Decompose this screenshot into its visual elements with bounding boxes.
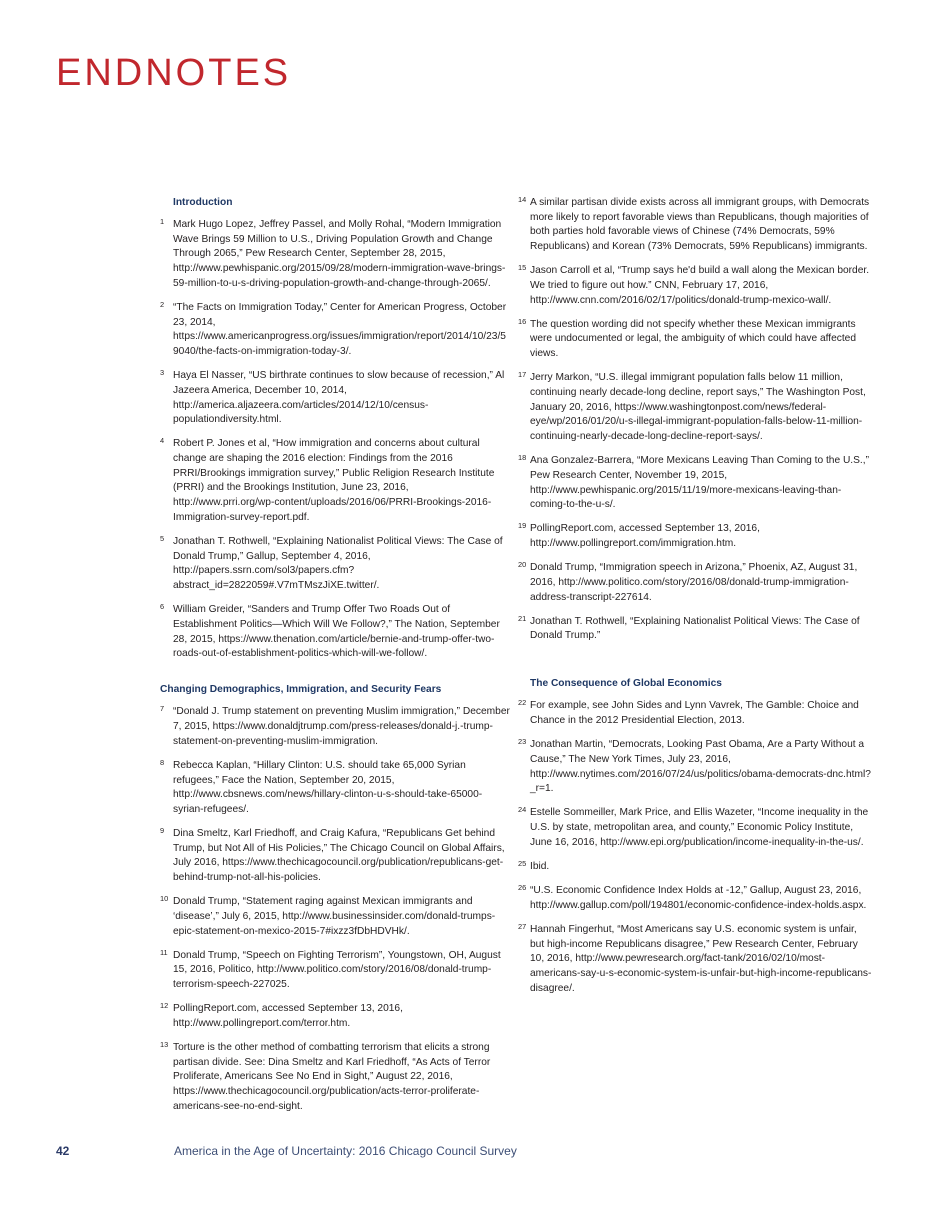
endnote-text: Ana Gonzalez-Barrera, “More Mexicans Leaving Than Coming to the U.S.,” Pew Research Center, November 19, 2015, http://www.pewhispanic.org/2015/11/19/more-mexicans-leaving-than-coming-to-the-u-s/. (530, 455, 869, 511)
endnote (160, 827, 510, 886)
endnote-text: Torture is the other method of combatting terrorism that elicits a strong partisan divide. See: Dina Smeltz and Karl Friedhoff, “As Acts of Terror Proliferate, Americans See No End in Sight,” August 22, 2016, https://www.thechicagocouncil.org/publication/acts-terror-proliferate-americans-see-no-end-sight. (173, 1042, 491, 1112)
endnote (160, 895, 510, 939)
endnote-list (518, 699, 873, 996)
endnote (160, 705, 510, 749)
endnote-number: 18 (518, 453, 527, 463)
endnote-number: 27 (518, 921, 527, 931)
endnote-number: 8 (160, 757, 165, 767)
endnote-number: 16 (518, 316, 527, 326)
endnote-text: Donald Trump, “Statement raging against Mexican immigrants and ‘disease’,” July 6, 2015, http://www.businessinsider.com/donald-trumps-epic-statement-on-mexico-2015-7#ixzz3fDbHDVHk/. (173, 896, 496, 937)
endnote-text: PollingReport.com, accessed September 13, 2016, http://www.pollingreport.com/terror.htm. (173, 1003, 403, 1029)
endnote (518, 699, 873, 728)
endnote-text: “The Facts on Immigration Today,” Center for American Progress, October 23, 2014, https://www.americanprogress.org/issues/immigration/report/2014/10/23/59040/the-facts-on-immigration-today-3/. (173, 301, 507, 358)
endnote (160, 1041, 510, 1115)
endnote (518, 318, 873, 362)
endnote-number: 19 (518, 521, 527, 531)
endnote-number: 26 (518, 883, 527, 892)
endnote-number: 10 (160, 894, 169, 904)
endnote (160, 218, 510, 292)
endnote-number: 20 (518, 560, 527, 570)
endnote (518, 371, 873, 445)
endnote (518, 454, 873, 513)
endnote-number: 7 (160, 704, 165, 714)
endnote-text: Jonathan Martin, “Democrats, Looking Past Obama, Are a Party Without a Cause,” The New York Times, July 23, 2016, http://www.nytimes.com/2016/07/24/us/politics/obama-democrats-dnc.html?_r=1. (530, 739, 871, 795)
endnote (518, 806, 873, 850)
endnote-text: “U.S. Economic Confidence Index Holds at -12,” Gallup, August 23, 2016, http://www.gallup.com/poll/194801/economic-confidence-index-holds.aspx. (530, 885, 867, 911)
endnotes-right-column (518, 196, 873, 1006)
endnote-number: 5 (160, 533, 165, 543)
endnote-number: 17 (518, 370, 527, 380)
endnote-list (518, 196, 873, 644)
endnote (518, 923, 873, 997)
endnote-number: 25 (518, 858, 527, 868)
endnote (160, 1002, 510, 1031)
endnote (518, 264, 873, 308)
endnote-text: Robert P. Jones et al, “How immigration and concerns about cultural change are shaping the 2016 election: Findings from the 2016 PRRI/Brookings immigration survey,” Public Religion Research Institute (PRRI) and the Brookings Institution, June 23, 2016, http://www.prri.org/wp-content/uploads/2016/06/PRRI-Brookings-2016-Immigration-survey-report.pdf. (173, 438, 495, 523)
page-number: 42 (56, 1144, 70, 1158)
endnote (160, 603, 510, 662)
endnote-number: 9 (160, 826, 165, 836)
endnote (518, 884, 873, 913)
endnote (518, 196, 873, 255)
endnote-number: 22 (518, 698, 527, 708)
endnote-number: 15 (518, 263, 527, 273)
endnote-text: Ibid. (530, 860, 550, 872)
endnote-text: Mark Hugo Lopez, Jeffrey Passel, and Molly Rohal, “Modern Immigration Wave Brings 59 Million to U.S., Driving Population Growth and Change Through 2065,” Pew Research Center, September 28, 2015, http://www.pewhispanic.org/2015/09/28/modern-immigration-wave-brings-59-million-to-u-s-driving-population-growth-and-change-through-2065/. (173, 219, 506, 289)
endnote-number: 13 (160, 1040, 169, 1050)
endnote-text: For example, see John Sides and Lynn Vavrek, The Gamble: Choice and Chance in the 2012 Presidential Election, 2013. (530, 700, 859, 727)
endnote-number: 24 (518, 805, 527, 815)
endnote-text: Rebecca Kaplan, “Hillary Clinton: U.S. should take 65,000 Syrian refugees,” Face the Nation, September 20, 2015, http://www.cbsnews.com/news/hillary-clinton-u-s-should-take-65000-syrian-refugees/. (173, 759, 483, 815)
endnote-number: 3 (160, 368, 165, 378)
endnote-text: PollingReport.com, accessed September 13, 2016, http://www.pollingreport.com/immigration.htm. (530, 523, 760, 550)
endnote-number: 12 (160, 1001, 169, 1011)
endnote-text: “Donald J. Trump statement on preventing Muslim immigration,” December 7, 2015, https://www.donaldjtrump.com/press-releases/donald-j.-trump-statement-on-preventing-muslim-immigration. (173, 706, 510, 747)
endnote-text: Donald Trump, “Speech on Fighting Terrorism”, Youngstown, OH, August 15, 2016, Politico, http://www.politico.com/story/2016/08/donald-trump-terrorism-speech-227025. (173, 949, 501, 991)
endnote (160, 369, 510, 428)
endnote-text: Estelle Sommeiller, Mark Price, and Ellis Wazeter, “Income inequality in the U.S. by state, metropolitan area, and county,” Economic Policy Institute, June 16, 2016, http://www.epi.org/publication/income-inequality-in-the-us/. (530, 807, 869, 848)
endnote-number: 11 (160, 947, 168, 957)
section-heading-introduction: Introduction (173, 197, 233, 208)
endnote-text: A similar partisan divide exists across all immigrant groups, with Democrats more likely to report favorable views than Republicans, though majorities of both parties hold favorable views of Chinese (74% Democrats, 59% Republicans) and Korean (73% Democrats, 59% Republicans) immigrants. (530, 197, 870, 253)
endnote-list (160, 218, 510, 662)
endnote (518, 561, 873, 605)
endnote (160, 301, 510, 360)
endnote-number: 21 (518, 613, 527, 623)
endnote-text: Jerry Markon, “U.S. illegal immigrant population falls below 11 million, continuing nearly decade-long decline, report says,” The Washington Post, January 20, 2016, https://www.washingtonpost.com/news/federal-eye/wp/2016/01/20/u-s-illegal-immigrant-population-falls-below-11-million-continuing-nearly-decade-long-decline-report-says/. (530, 372, 866, 443)
endnote-text: Haya El Nasser, “US birthrate continues to slow because of recession,” Al Jazeera America, December 10, 2014, http://america.aljazeera.com/articles/2014/12/10/census-populationdiversity.html. (173, 370, 505, 426)
endnote-number: 23 (518, 737, 527, 747)
endnote-text: Jason Carroll et al, “Trump says he'd build a wall along the Mexican border. We tried to figure out how.” CNN, February 17, 2016, http://www.cnn.com/2016/02/17/politics/donald-trump-mexico-wall/. (530, 265, 870, 306)
page-title: ENDNOTES (56, 52, 292, 94)
endnote-number: 14 (518, 195, 527, 204)
endnote (518, 522, 873, 551)
section-heading-economics: The Consequence of Global Economics (530, 678, 722, 690)
endnote (160, 949, 510, 993)
endnote (160, 535, 510, 594)
endnote-text: Jonathan T. Rothwell, “Explaining Nationalist Political Views: The Case of Donald Trump.” (530, 615, 860, 642)
endnote (160, 437, 510, 525)
endnote-list (160, 705, 510, 1114)
endnotes-left-column (160, 196, 510, 1124)
endnote-number: 1 (160, 217, 165, 226)
endnote-text: Hannah Fingerhut, “Most Americans say U.S. economic system is unfair, but high-income Republicans disagree,” Pew Research Center, February 10, 2016, http://www.pewresearch.org/fact-tank/2016/02/10/most-americans-say-u-s-economic-system-is-unfair-but-high-income-republicans-disagree/. (530, 923, 872, 994)
endnote-number: 4 (160, 436, 165, 446)
section-heading-demographics: Changing Demographics, Immigration, and Security Fears (160, 684, 442, 696)
endnote-text: William Greider, “Sanders and Trump Offer Two Roads Out of Establishment Politics—Which Will We Follow?,” The Nation, September 28, 2015, https://www.thenation.com/article/bernie-and-trump-offer-two-roads-out-of-establishment-politics-which-will-we-follow/. (173, 604, 500, 660)
endnote (518, 738, 873, 797)
endnote (518, 615, 873, 644)
endnote-text: The question wording did not specify whether these Mexican immigrants were undocumented or legal, the ambiguity of which could have affected views. (530, 318, 857, 360)
endnote-number: 6 (160, 602, 165, 612)
endnote-number: 2 (160, 299, 165, 309)
endnote (160, 759, 510, 818)
footer-publication-title: America in the Age of Uncertainty: 2016 Chicago Council Survey (174, 1144, 517, 1158)
endnote-text: Donald Trump, “Immigration speech in Arizona,” Phoenix, AZ, August 31, 2016, http://www.politico.com/story/2016/08/donald-trump-immigration-address-transcript-227614. (530, 562, 858, 603)
endnote (518, 860, 873, 875)
endnote-text: Dina Smeltz, Karl Friedhoff, and Craig Kafura, “Republicans Get behind Trump, but Not All of His Policies,” The Chicago Council on Global Affairs, July 2016, https://www.thechicagocouncil.org/publication/republicans-get-behind-trump-not-all-his-policies. (173, 828, 505, 884)
endnote-text: Jonathan T. Rothwell, “Explaining Nationalist Political Views: The Case of Donald Trump,” Gallup, September 4, 2016, http://papers.ssrn.com/sol3/papers.cfm?abstract_id=2822059#.V7mTMszJiXE.twitter/. (173, 535, 503, 592)
